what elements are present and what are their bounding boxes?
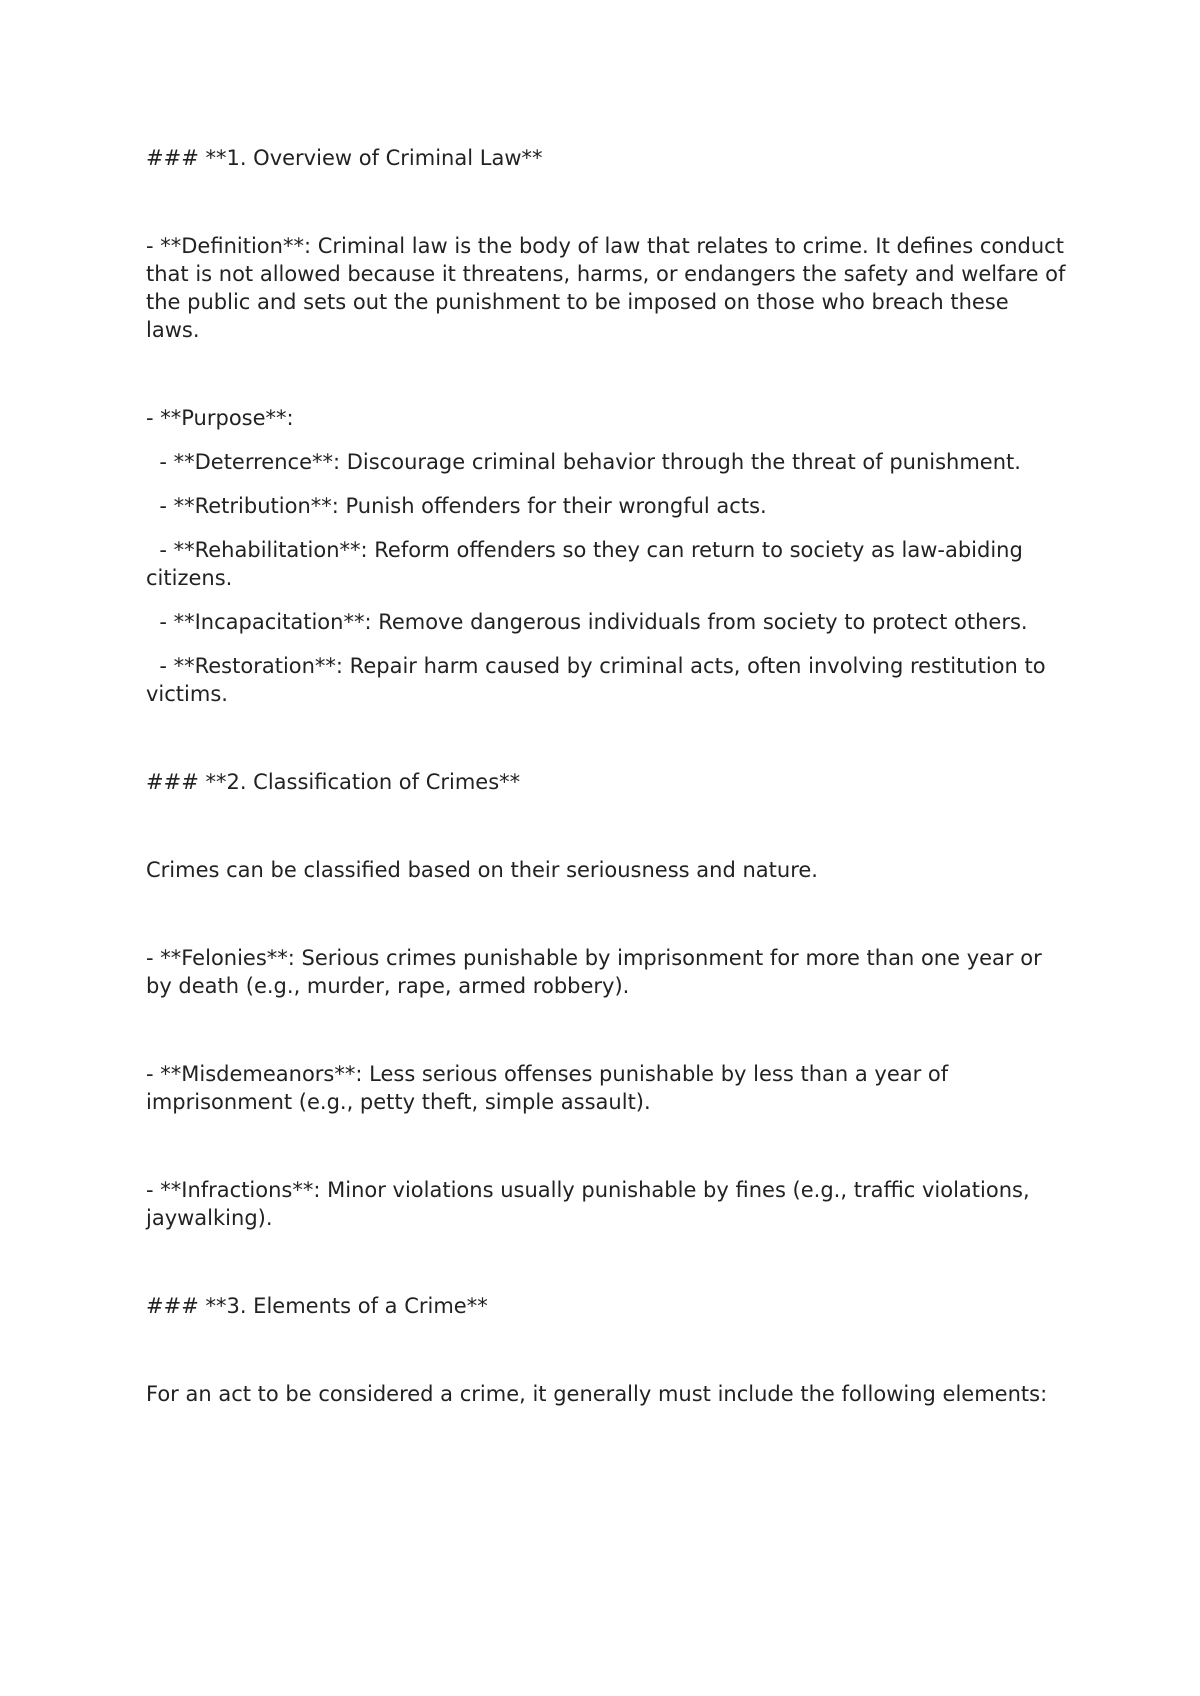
purpose-item-deterrence: - **Deterrence**: Discourage criminal behavior through the threat of punishment. [146, 450, 1021, 474]
infractions-paragraph: - **Infractions**: Minor violations usually punishable by fines (e.g., traffic violations, jaywalking). [146, 1178, 1037, 1230]
purpose-item-restoration: - **Restoration**: Repair harm caused by criminal acts, often involving restitution to victims. [146, 654, 1053, 706]
felonies-paragraph: - **Felonies**: Serious crimes punishable by imprisonment for more than one year or by death (e.g., murder, rape, armed robbery). [146, 946, 1049, 998]
purpose-label: - **Purpose**: [146, 406, 294, 430]
classification-intro: Crimes can be classified based on their seriousness and nature. [146, 858, 818, 882]
purpose-item-rehabilitation: - **Rehabilitation**: Reform offenders so they can return to society as law-abiding citizens. [146, 538, 1030, 590]
section-3-heading: ### **3. Elements of a Crime** [146, 1294, 488, 1318]
section-2-heading: ### **2. Classification of Crimes** [146, 770, 521, 794]
purpose-item-incapacitation: - **Incapacitation**: Remove dangerous individuals from society to protect others. [146, 610, 1028, 634]
misdemeanors-paragraph: - **Misdemeanors**: Less serious offenses punishable by less than a year of imprisonment (e.g., petty theft, simple assault). [146, 1062, 955, 1114]
section-1-heading: ### **1. Overview of Criminal Law** [146, 146, 543, 170]
purpose-item-retribution: - **Retribution**: Punish offenders for their wrongful acts. [146, 494, 767, 518]
document-body [146, 144, 1073, 1408]
definition-paragraph: - **Definition**: Criminal law is the body of law that relates to crime. It defines conduct that is not allowed because it threatens, harms, or endangers the safety and welfare of the public and sets out the punishment to be imposed on those who breach these laws. [146, 234, 1073, 342]
elements-intro: For an act to be considered a crime, it generally must include the following elements: [146, 1382, 1048, 1406]
